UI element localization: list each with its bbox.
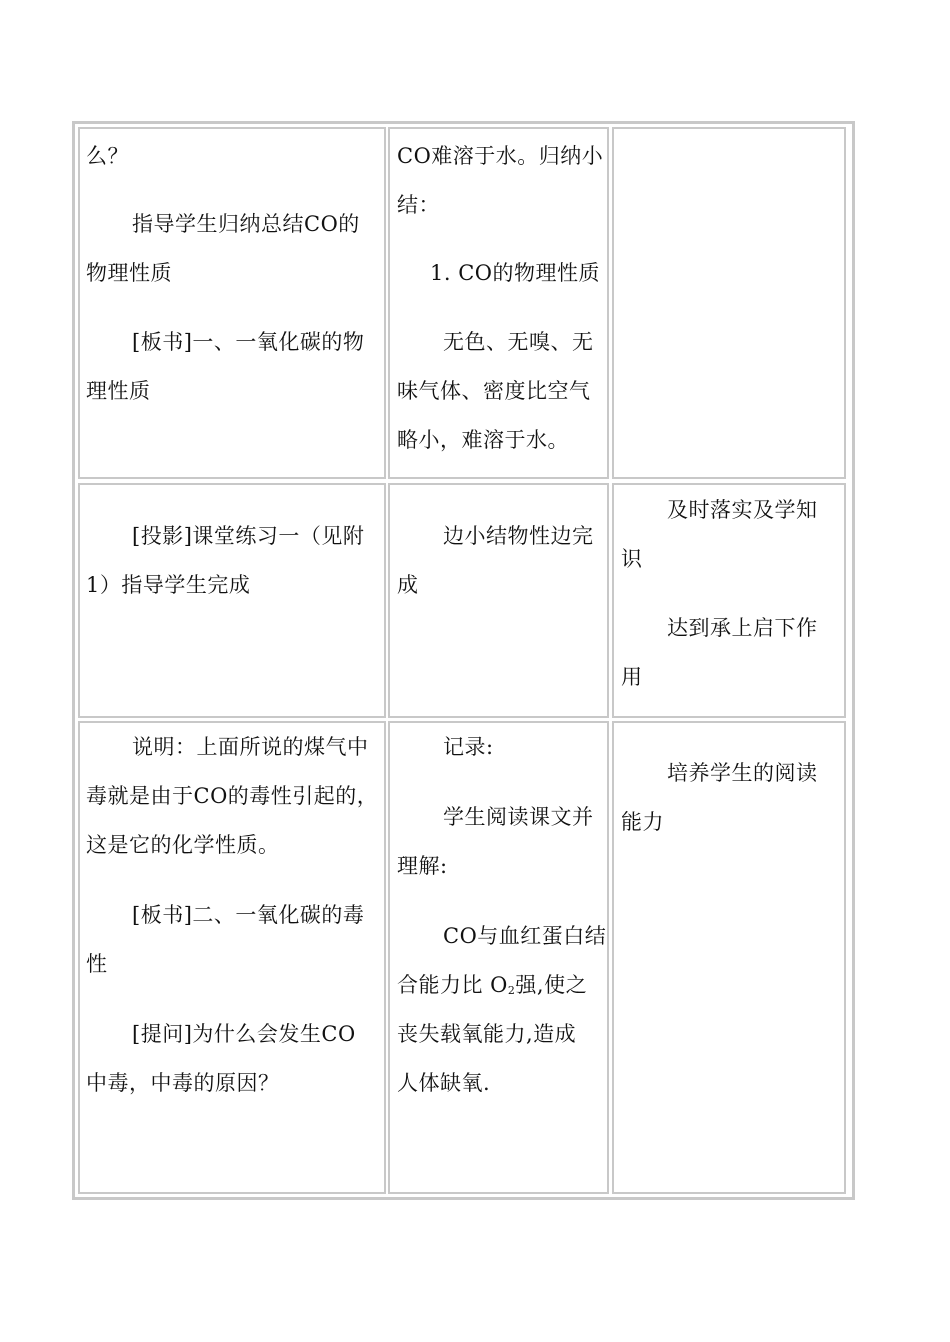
cell-text-line: 边小结物性边完: [443, 524, 594, 548]
cell-text-line: CO难溶于水。归纳小: [397, 144, 604, 168]
cell-text-line: 理解:: [397, 854, 448, 878]
cell-text-line: 中毒，中毒的原因？: [86, 1071, 280, 1095]
cell-text-line: 成: [397, 573, 419, 597]
cell-text-line: 理性质: [86, 379, 151, 403]
cell-text-line: 说明：上面所说的煤气中: [132, 735, 369, 759]
cell-text-line: 1）指导学生完成: [86, 573, 251, 597]
cell-text-line: [板书]二、一氧化碳的毒: [132, 903, 365, 927]
cell-text-line: CO与血红蛋白结: [443, 924, 607, 948]
cell-text-line: 用: [621, 665, 643, 689]
cell-text-line: 物理性质: [86, 261, 172, 285]
cell-text-line: 指导学生归纳总结CO的: [132, 212, 360, 236]
cell-text-line: 达到承上启下作: [667, 616, 818, 640]
cell-text-line: [提问]为什么会发生CO: [132, 1022, 356, 1046]
text-segment: 强,使之: [515, 973, 588, 997]
cell-text-line: [投影]课堂练习一（见附: [132, 524, 365, 548]
cell-text-line: 丧失载氧能力,造成: [397, 1022, 577, 1046]
cell-text-line: 这是它的化学性质。: [86, 833, 280, 857]
cell-text-line: 学生阅读课文并: [443, 805, 594, 829]
cell-text-line: 1. CO的物理性质: [430, 261, 600, 285]
cell-text-line: 识: [621, 547, 643, 571]
subscript-2: 2: [507, 984, 516, 997]
cell-text-line: 记录:: [443, 735, 494, 759]
cell-text-line: 及时落实及学知: [667, 498, 818, 522]
cell-text-line: 培养学生的阅读: [667, 761, 818, 785]
cell-text-line: 性: [86, 952, 108, 976]
cell-text-line: 能力: [621, 810, 664, 834]
cell-text-line: 味气体、密度比空气: [397, 379, 591, 403]
cell-text-line: 么？: [86, 144, 129, 168]
cell-text-line: 无色、无嗅、无: [443, 330, 594, 354]
cell-text-line: [397, 961, 587, 1010]
text-segment: 合能力比 O: [397, 973, 508, 997]
table-cell-r1c3: [612, 127, 846, 479]
cell-text-line: 略小，难溶于水。: [397, 428, 569, 452]
cell-text-line: [板书]一、一氧化碳的物: [132, 330, 365, 354]
cell-text-line: 人体缺氧.: [397, 1071, 491, 1095]
cell-text-line: 毒就是由于CO的毒性引起的，: [86, 784, 379, 808]
cell-text-line: 结：: [397, 193, 440, 217]
